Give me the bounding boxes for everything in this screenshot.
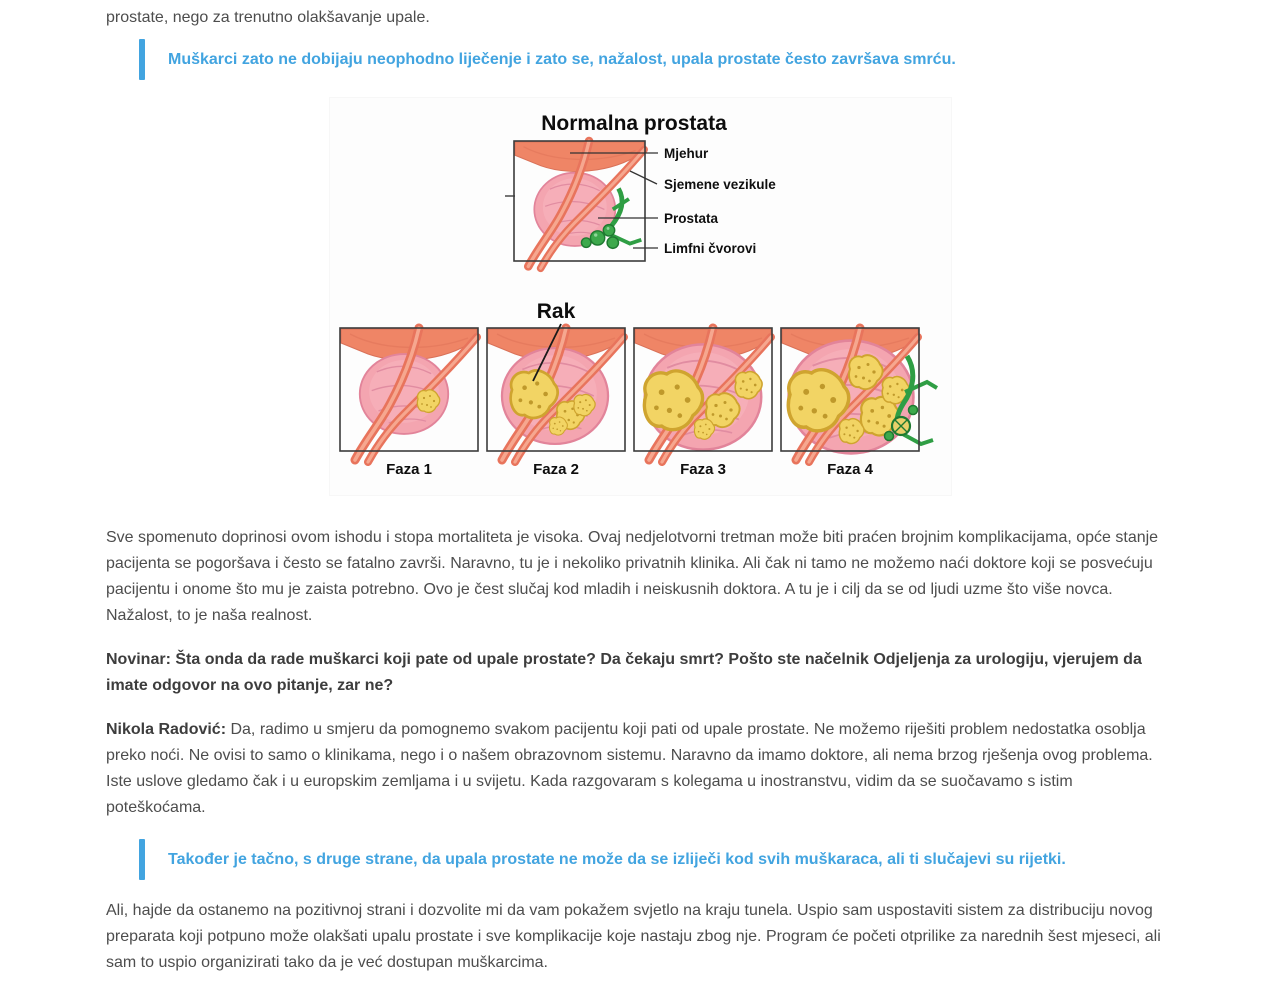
paragraph-doctor-answer [106, 717, 1174, 821]
stage-label-2: Faza 2 [532, 461, 579, 478]
cancer-stage-panel-4 [781, 328, 937, 462]
cancer-stage-panel-3 [634, 328, 772, 462]
quote-block-1 [106, 39, 1174, 80]
quote-block-2 [106, 839, 1174, 880]
stage-label-3: Faza 3 [679, 461, 726, 478]
cancer-label: Rak [536, 300, 575, 323]
article-page [106, 0, 1174, 976]
paragraph-mortality: Sve spomenuto doprinosi ovom ishodu i stopa mortaliteta je visoka. Ovaj nedjelotvorni tretman može biti praćen brojnim komplikacijama, opće stanje pacijenta se pogoršava i često se fatalno završi. Naravno, tu je i nekoliko privatnih klinika. Ali čak ni tamo ne možemo naći doktore koji se posvećuju pacijentu i onome što mu je zaista potrebno. Ovo je čest slučaj kod mladih i neiskusnih doktora. A tu je i cilj da se od ljudi uzme što više novca. Nažalost, to je naša realnost. [106, 529, 1159, 624]
label-seminal-vesicles: Sjemene vezikule [663, 177, 776, 192]
label-bladder: Mjehur [663, 146, 708, 161]
cancer-stage-panel-2 [487, 328, 625, 462]
stage-label-4: Faza 4 [826, 461, 873, 478]
quote-2-text: Također je tačno, s druge strane, da upala prostate ne može da se izliječi kod svih muškaraca, ali ti slučajevi su rijetki. [168, 851, 1066, 868]
cancer-stage-panel-1 [340, 328, 478, 462]
figure-title: Normalna prostata [540, 112, 727, 135]
prostate-diagram [330, 98, 951, 495]
label-lymph-nodes: Limfni čvorovi [663, 241, 756, 256]
quote-1-text: Muškarci zato ne dobijaju neophodno liječenje i zato se, nažalost, upala prostate često završava smrću. [168, 51, 956, 68]
paragraph-positive-note: Ali, hajde da ostanemo na pozitivnoj strani i dozvolite mi da vam pokažem svjetlo na kraju tunela. Uspio sam uspostaviti sistem za distribuciju novog preparata koji potpuno može olakšati upalu prostate i sve komplikacije koje nastaju zbog nje. Program će početi otprilike za narednih šest mjeseci, ali sam to uspio organizirati tako da je već dostupan muškarcima. [106, 902, 1161, 971]
normal-prostate-panel [505, 141, 776, 268]
label-prostate: Prostata [663, 211, 718, 226]
intro-paragraph: prostate, nego za trenutno olakšavanje upale. [106, 9, 430, 26]
quote-accent-bar [139, 39, 145, 80]
stage-label-1: Faza 1 [385, 461, 432, 478]
speaker-name: Nikola Radović: [106, 721, 227, 738]
prostate-figure [330, 98, 951, 495]
paragraph-journalist-question: Novinar: Šta onda da rade muškarci koji pate od upale prostate? Da čekaju smrt? Pošto ste načelnik Odjeljenja za urologiju, vjerujem da imate odgovor na ovo pitanje, zar ne? [106, 651, 1142, 694]
quote-accent-bar [139, 839, 145, 880]
doctor-answer-text: Da, radimo u smjeru da pomognemo svakom pacijentu koji pati od upale prostate. Ne možemo riješiti problem nedostatka osoblja preko noći. Ne ovisi to samo o klinikama, nego i o našem obrazovnom sistemu. Naravno da imamo doktore, ali nema brzog rješenja ovog problema. Iste uslove gledamo čak i u europskim zemljama i u svijetu. Kada razgovaram s kolegama u inostranstvu, vidim da se suočavamo s istim poteškoćama. [106, 721, 1153, 816]
